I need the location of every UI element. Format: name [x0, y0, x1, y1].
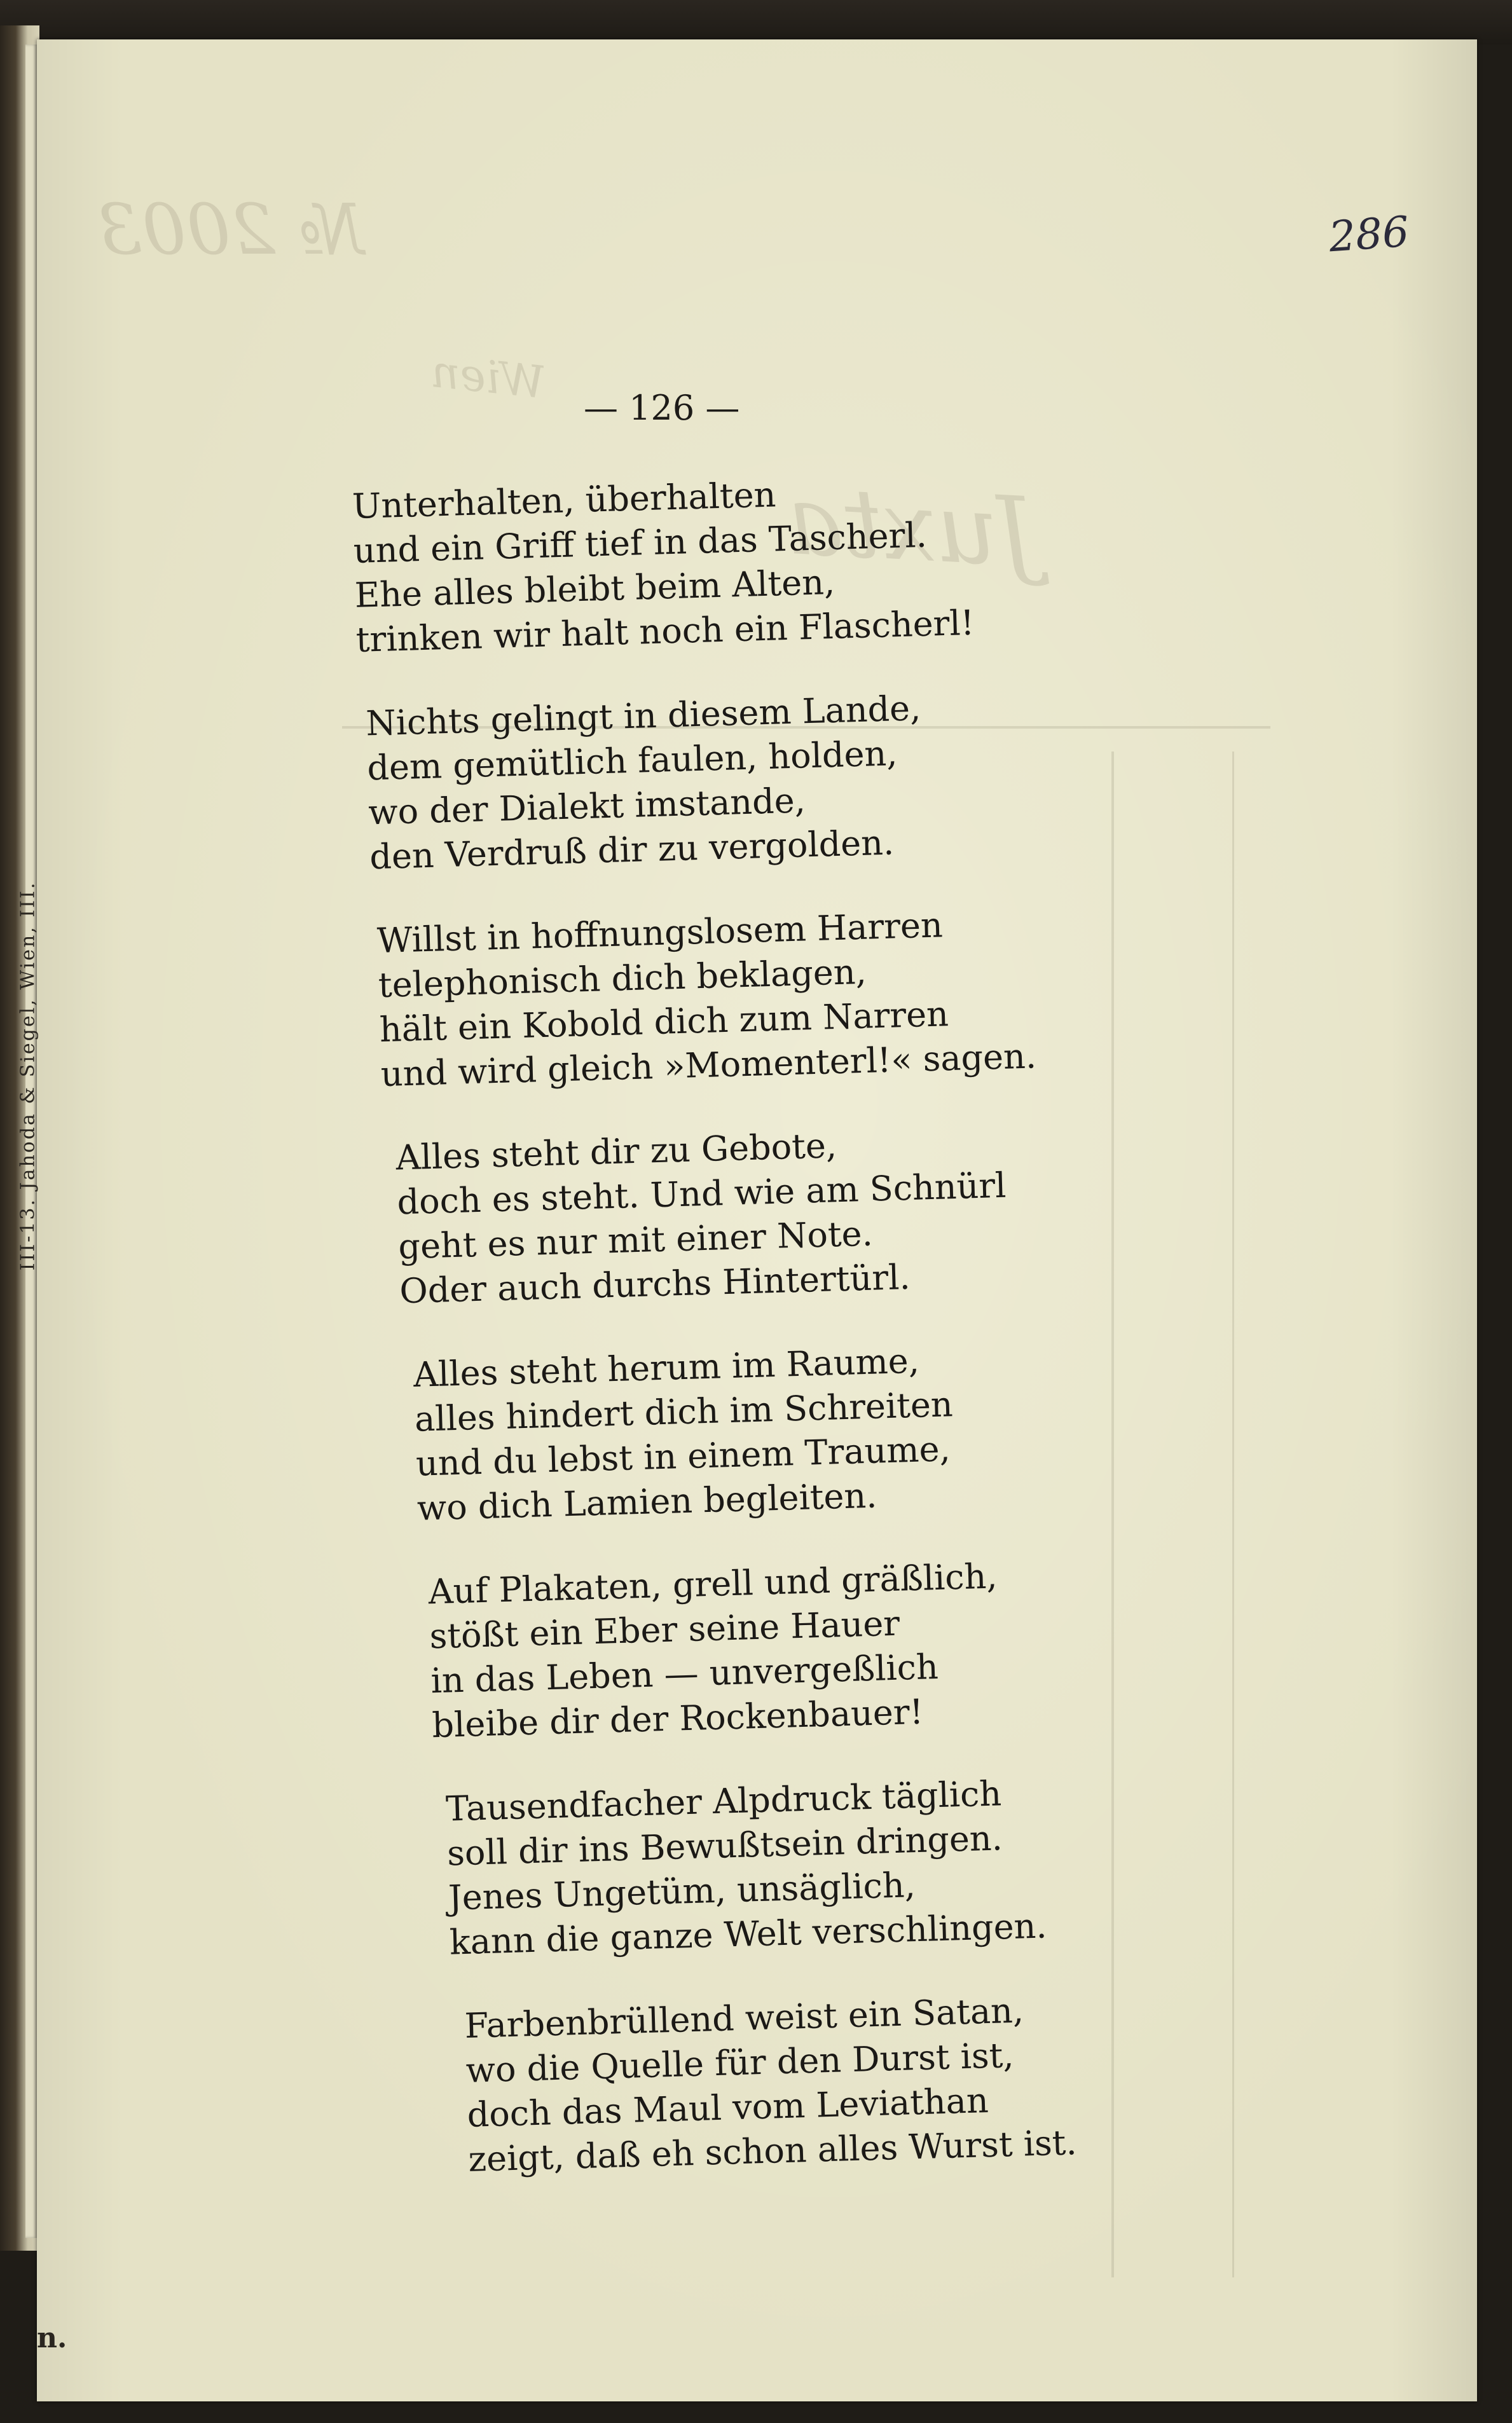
- poem-stanza: [395, 1115, 1137, 1314]
- poem-line: doch das Maul vom Leviathan: [466, 2080, 989, 2135]
- poem-line: Jenes Ungetüm, unsäglich,: [448, 1865, 916, 1918]
- poem-line: geht es nur mit einer Note.: [397, 1213, 874, 1267]
- poem-line: und ein Griff tief in das Tascherl.: [353, 514, 928, 571]
- poem-line: wo dich Lamien begleiten.: [416, 1475, 878, 1528]
- poem-line: Oder auch durchs Hintertürl.: [399, 1256, 911, 1312]
- poem-line: soll dir ins Bewußtsein dringen.: [446, 1818, 1003, 1874]
- poem-stanza: [376, 898, 1131, 1097]
- page-number: — 126 —: [584, 388, 740, 428]
- poem-line: stößt ein Eber seine Hauer: [429, 1603, 900, 1657]
- show-through-ghost-mark: Juxta: [784, 465, 1039, 589]
- poem-line: zeigt, daß eh schon alles Wurst ist.: [467, 2122, 1078, 2179]
- poem-line: alles hindert dich im Schreiten: [414, 1384, 954, 1439]
- page-sheet: [17, 39, 1477, 2401]
- poem-line: Tausendfacher Alpdruck täglich: [445, 1773, 1002, 1829]
- poem-line: Ehe alles bleibt beim Alten,: [354, 561, 835, 615]
- poem-stanza: [366, 680, 1125, 879]
- poem-body: [352, 463, 1163, 2223]
- poem-line: Auf Plakaten, grell und gräßlich,: [427, 1556, 998, 1612]
- poem-stanza: [464, 1985, 1162, 2182]
- poem-line: Willst in hoffnungslosem Harren: [376, 905, 944, 961]
- show-through-column-rule: [1232, 752, 1234, 2277]
- poem-line: den Verdruß dir zu vergolden.: [369, 822, 895, 877]
- show-through-ghost-mark: Wien: [429, 345, 548, 409]
- poem-line: in das Leben — unvergeßlich: [430, 1646, 939, 1701]
- poem-stanza: [445, 1767, 1155, 1965]
- poem-line: wo der Dialekt imstande,: [368, 780, 806, 833]
- poem-line: und du lebst in einem Traume,: [415, 1429, 951, 1484]
- poem-line: und wird gleich »Momenterl!« sagen.: [380, 1036, 1037, 1095]
- poem-line: Unterhalten, überhalten: [352, 474, 777, 526]
- corner-mark: n.: [37, 2322, 67, 2354]
- poem-line: Nichts gelingt in diesem Lande,: [365, 688, 922, 744]
- poem-line: telephonisch dich beklagen,: [378, 951, 867, 1006]
- poem-line: wo die Quelle für den Durst ist,: [465, 2035, 1015, 2090]
- poem-stanza: [413, 1333, 1143, 1531]
- binding-top-strip: [0, 0, 1512, 45]
- handwritten-folio-number: 286: [1327, 207, 1411, 262]
- poem-line: Farbenbrüllend weist ein Satan,: [464, 1990, 1024, 2046]
- poem-stanza: [428, 1550, 1150, 1748]
- show-through-ghost-mark: № 2003: [97, 189, 364, 270]
- poem-line: bleibe dir der Rockenbauer!: [431, 1691, 924, 1746]
- poem-line: Alles steht herum im Raume,: [413, 1340, 920, 1395]
- poem-line: dem gemütlich faulen, holden,: [366, 733, 898, 788]
- poem-line: Alles steht dir zu Gebote,: [395, 1125, 837, 1178]
- poem-line: hält ein Kobold dich zum Narren: [379, 994, 949, 1050]
- printer-imprint-text: III-13. Jahoda & Siegel, Wien, III.: [17, 881, 39, 1271]
- poem-line: trinken wir halt noch ein Flascherl!: [355, 602, 975, 660]
- poem-line: kann die ganze Welt verschlingen.: [449, 1905, 1048, 1963]
- poem-stanza: [352, 463, 1119, 662]
- poem-line: doch es steht. Und wie am Schnürl: [396, 1165, 1007, 1223]
